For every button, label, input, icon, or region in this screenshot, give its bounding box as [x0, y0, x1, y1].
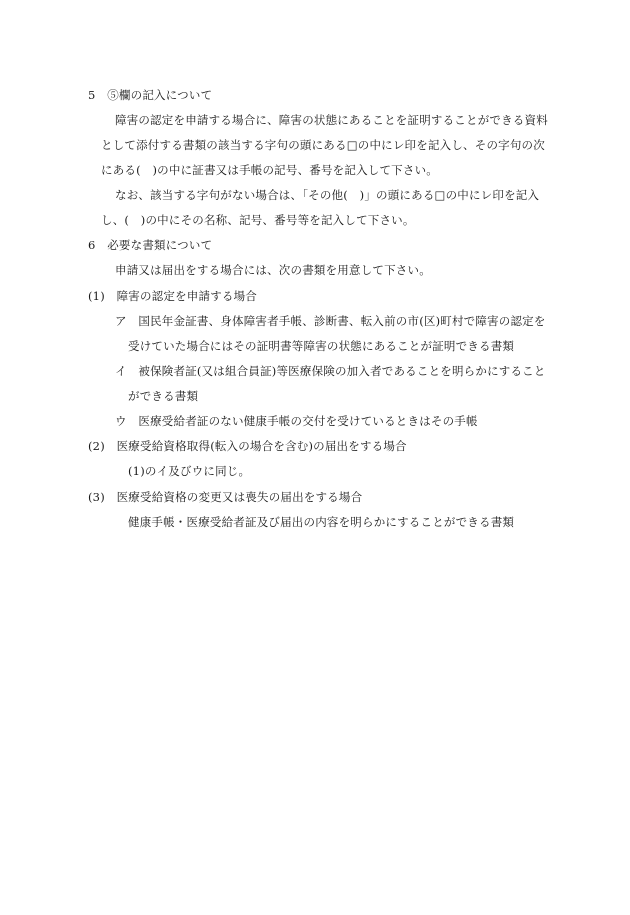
- section-5-paragraph-1-line-1: 障害の認定を申請する場合に、障害の状態にあることを証明することができる資料: [115, 113, 548, 127]
- section-5-paragraph-1-line-3: にある( )の中に証書又は手帳の記号、番号を記入して下さい。: [101, 163, 438, 177]
- item-1-i-line-1: イ 被保険者証(又は組合員証)等医療保険の加入者であることを明らかにすること: [115, 364, 546, 378]
- item-3-body: 健康手帳・医療受給者証及び届出の内容を明らかにすることができる書類: [128, 515, 515, 529]
- item-2-heading: (2) 医療受給資格取得(転入の場合を含む)の届出をする場合: [88, 439, 407, 453]
- item-3-heading: (3) 医療受給資格の変更又は喪失の届出をする場合: [88, 490, 363, 504]
- section-5-paragraph-2-line-2: し、( )の中にその名称、記号、番号等を記入して下さい。: [101, 213, 415, 227]
- section-5-paragraph-2-line-1: なお、該当する字句がない場合は、「その他( )」の頭にある□の中にレ印を記入: [115, 188, 540, 202]
- item-2-body: (1)のイ及びウに同じ。: [128, 464, 251, 478]
- item-1-a-line-2: 受けていた場合にはその証明書等障害の状態にあることが証明できる書類: [128, 339, 515, 353]
- item-1-i-line-2: ができる書類: [128, 389, 199, 403]
- item-1-u: ウ 医療受給者証のない健康手帳の交付を受けているときはその手帳: [115, 414, 478, 428]
- item-1-a-line-1: ア 国民年金証書、身体障害者手帳、診断書、転入前の市(区)町村で障害の認定を: [115, 314, 546, 328]
- section-6-intro: 申請又は届出をする場合には、次の書類を用意して下さい。: [115, 263, 431, 277]
- item-1-heading: (1) 障害の認定を申請する場合: [88, 289, 257, 303]
- section-6-heading: 6 必要な書類について: [88, 238, 213, 252]
- section-5-heading: 5 ⑤欄の記入について: [88, 88, 213, 102]
- section-5-paragraph-1-line-2: として添付する書類の該当する字句の頭にある□の中にレ印を記入し、その字句の次: [101, 138, 545, 152]
